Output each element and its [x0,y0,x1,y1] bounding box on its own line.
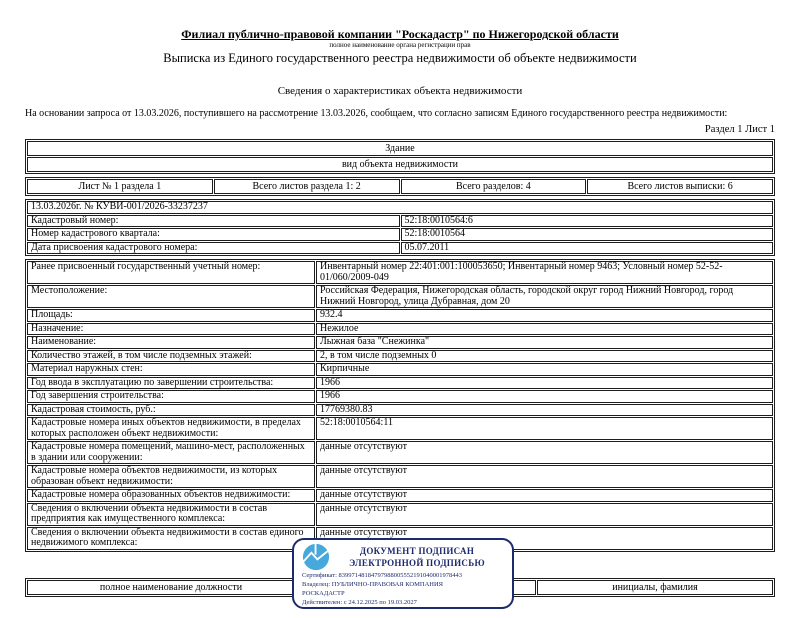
table-row [27,350,773,363]
sheet-number-cell: Лист № 1 раздела 1 [27,179,213,194]
row-label: Кадастровый номер: [27,215,400,228]
request-statement: На основании запроса от 13.03.2026, поступившего на рассмотрение 13.03.2026, сообщаем, что согласно записям Единого государственного реестра недвижимости: [25,108,728,119]
table-row [27,441,773,464]
section-title: Сведения о характеристиках объекта недвижимости [277,85,523,97]
row-label: Год ввода в эксплуатацию по завершении строительства: [27,377,315,390]
stamp-title-lines [330,545,504,569]
table-row [27,363,773,376]
stamp-validity: Действителен: с 24.12.2025 по 19.03.2027 [302,598,417,606]
total-sections-cell: Всего разделов: 4 [401,179,587,194]
table-row [27,179,773,194]
initials-label-cell: инициалы, фамилия [537,580,773,595]
table-row [27,390,773,403]
row-label: Дата присвоения кадастрового номера: [27,242,400,255]
table-row [27,261,773,284]
stamp-signed-line1: ДОКУМЕНТ ПОДПИСАН [359,545,475,556]
table-row [27,465,773,488]
position-label-cell: полное наименование должности [27,580,315,595]
row-label: Сведения о включении объекта недвижимости в состав предприятия как имущественного комплекса: [27,503,315,526]
registration-authority-caption: полное наименование органа регистрации прав [329,41,471,49]
table-row [27,404,773,417]
row-label: Местоположение: [27,285,315,308]
row-label: Сведения о включении объекта недвижимости в состав единого недвижимого комплекса: [27,527,315,550]
sheet-info-table [25,177,775,196]
row-value: Нежилое [316,323,773,336]
roskadastr-logo-icon [302,543,330,571]
row-label: Наименование: [27,336,315,349]
table-row [27,157,773,172]
row-label: Кадастровые номера помещений, машино-мест, расположенных в здании или сооружении: [27,441,315,464]
row-label: Номер кадастрового квартала: [27,228,400,241]
table-row [27,336,773,349]
stamp-signed-line2: ЭЛЕКТРОННОЙ ПОДПИСЬЮ [349,557,485,568]
row-label: Год завершения строительства: [27,390,315,403]
table-row [27,141,773,156]
object-type-caption: вид объекта недвижимости [27,157,773,172]
table-row [27,309,773,322]
row-label: Кадастровая стоимость, руб.: [27,404,315,417]
stamp-owner: Владелец: ПУБЛИЧНО-ПРАВОВАЯ КОМПАНИЯ РОСКАДАСТР [302,580,443,597]
table-row [27,228,773,241]
row-value: Инвентарный номер 22:401:001:100053650; Инвентарный номер 9463; Условный номер 52-52-01/060/2009-049 [316,261,773,284]
document-number-cell: 13.03.2026г. № КУВИ-001/2026-33237237 [27,201,773,214]
signature-footer-zone [25,545,775,606]
table-row [27,285,773,308]
stamp-header [302,543,504,571]
document-title: Выписка из Единого государственного реестра недвижимости об объекте недвижимости [163,51,637,65]
row-value: 2, в том числе подземных 0 [316,350,773,363]
table-row [27,503,773,526]
table-row [27,489,773,502]
table-row [27,377,773,390]
section-sheet-label: Раздел 1 Лист 1 [704,124,775,135]
row-label: Площадь: [27,309,315,322]
row-value: 05.07.2011 [401,242,774,255]
row-value: 17769380.83 [316,404,773,417]
row-value: данные отсутствуют [316,465,773,488]
row-value: данные отсутствуют [316,527,773,550]
row-label: Материал наружных стен: [27,363,315,376]
row-value: Кирпичные [316,363,773,376]
row-label: Кадастровые номера образованных объектов недвижимости: [27,489,315,502]
table-row [27,215,773,228]
row-value: 932.4 [316,309,773,322]
table-row [27,242,773,255]
row-label: Кадастровые номера иных объектов недвижимости, в пределах которых расположен объект недвижимости: [27,417,315,440]
object-type-table [25,139,775,174]
row-label: Ранее присвоенный государственный учетный номер: [27,261,315,284]
row-value: данные отсутствуют [316,503,773,526]
digital-signature-stamp [292,538,514,609]
row-value: 1966 [316,390,773,403]
total-sheets-cell: Всего листов выписки: 6 [587,179,773,194]
registration-authority-name: Филиал публично-правовой компании "Роскадастр" по Нижегородской области [181,27,619,41]
row-value: Лыжная база "Снежинка" [316,336,773,349]
row-value: 52:18:0010564:11 [316,417,773,440]
row-value: 52:18:0010564:6 [401,215,774,228]
document-content [0,27,800,606]
table-row [27,201,773,214]
table-row [27,323,773,336]
cadastral-table [25,199,775,256]
row-label: Количество этажей, в том числе подземных этажей: [27,350,315,363]
stamp-certificate: Сертификат: 83997148184797988005552191040001978443 [302,571,463,579]
row-value: 1966 [316,377,773,390]
row-value: 52:18:0010564 [401,228,774,241]
details-table [25,259,775,552]
row-value: Российская Федерация, Нижегородская область, городской округ город Нижний Новгород, город Нижний Новгород, улица Дубравная, дом 20 [316,285,773,308]
row-value: данные отсутствуют [316,441,773,464]
section-sheets-cell: Всего листов раздела 1: 2 [214,179,400,194]
row-label: Назначение: [27,323,315,336]
row-label: Кадастровые номера объектов недвижимости, из которых образован объект недвижимости: [27,465,315,488]
table-row [27,417,773,440]
row-value: данные отсутствуют [316,489,773,502]
object-type-value: Здание [27,141,773,156]
